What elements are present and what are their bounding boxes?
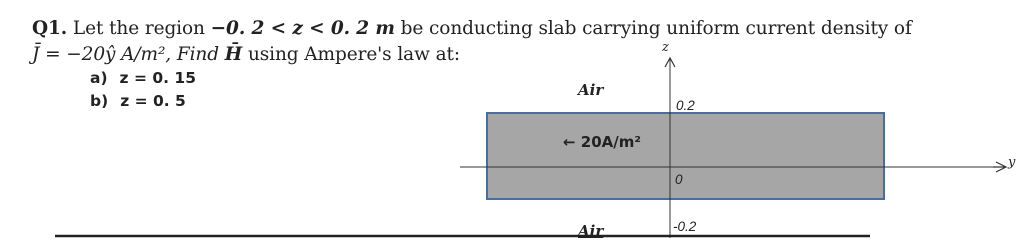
- z-axis-label: z: [662, 40, 669, 55]
- sub-question-a-value: z = 0. 15: [119, 69, 196, 87]
- conducting-slab: [487, 113, 884, 199]
- y-axis-arrow-icon: [993, 162, 1006, 172]
- current-density-label: ← 20A/m²: [563, 133, 641, 151]
- h-field-symbol: H̄: [224, 44, 243, 65]
- region-expression: −0. 2 < z < 0. 2 m: [210, 18, 395, 39]
- tick-top-label: 0.2: [676, 98, 695, 113]
- air-top-label: Air: [578, 81, 604, 99]
- question-line2-post: using Ampere's law at:: [247, 44, 461, 65]
- sub-question-b-label: b): [90, 92, 109, 110]
- y-axis-label: y: [1008, 155, 1016, 170]
- tick-origin-label: 0: [675, 172, 683, 187]
- question-line1-pre: Let the region: [72, 18, 205, 39]
- air-bottom-label: Air: [578, 222, 604, 240]
- current-density-expression: J̄ = −20ŷ A/m², Find: [32, 44, 219, 65]
- tick-bottom-label: -0.2: [673, 219, 697, 234]
- question-line1-post: be conducting slab carrying uniform current density of: [400, 18, 912, 39]
- sub-question-a-label: a): [90, 69, 108, 87]
- question-number: Q1.: [32, 18, 68, 39]
- sub-question-b-value: z = 0. 5: [120, 92, 186, 110]
